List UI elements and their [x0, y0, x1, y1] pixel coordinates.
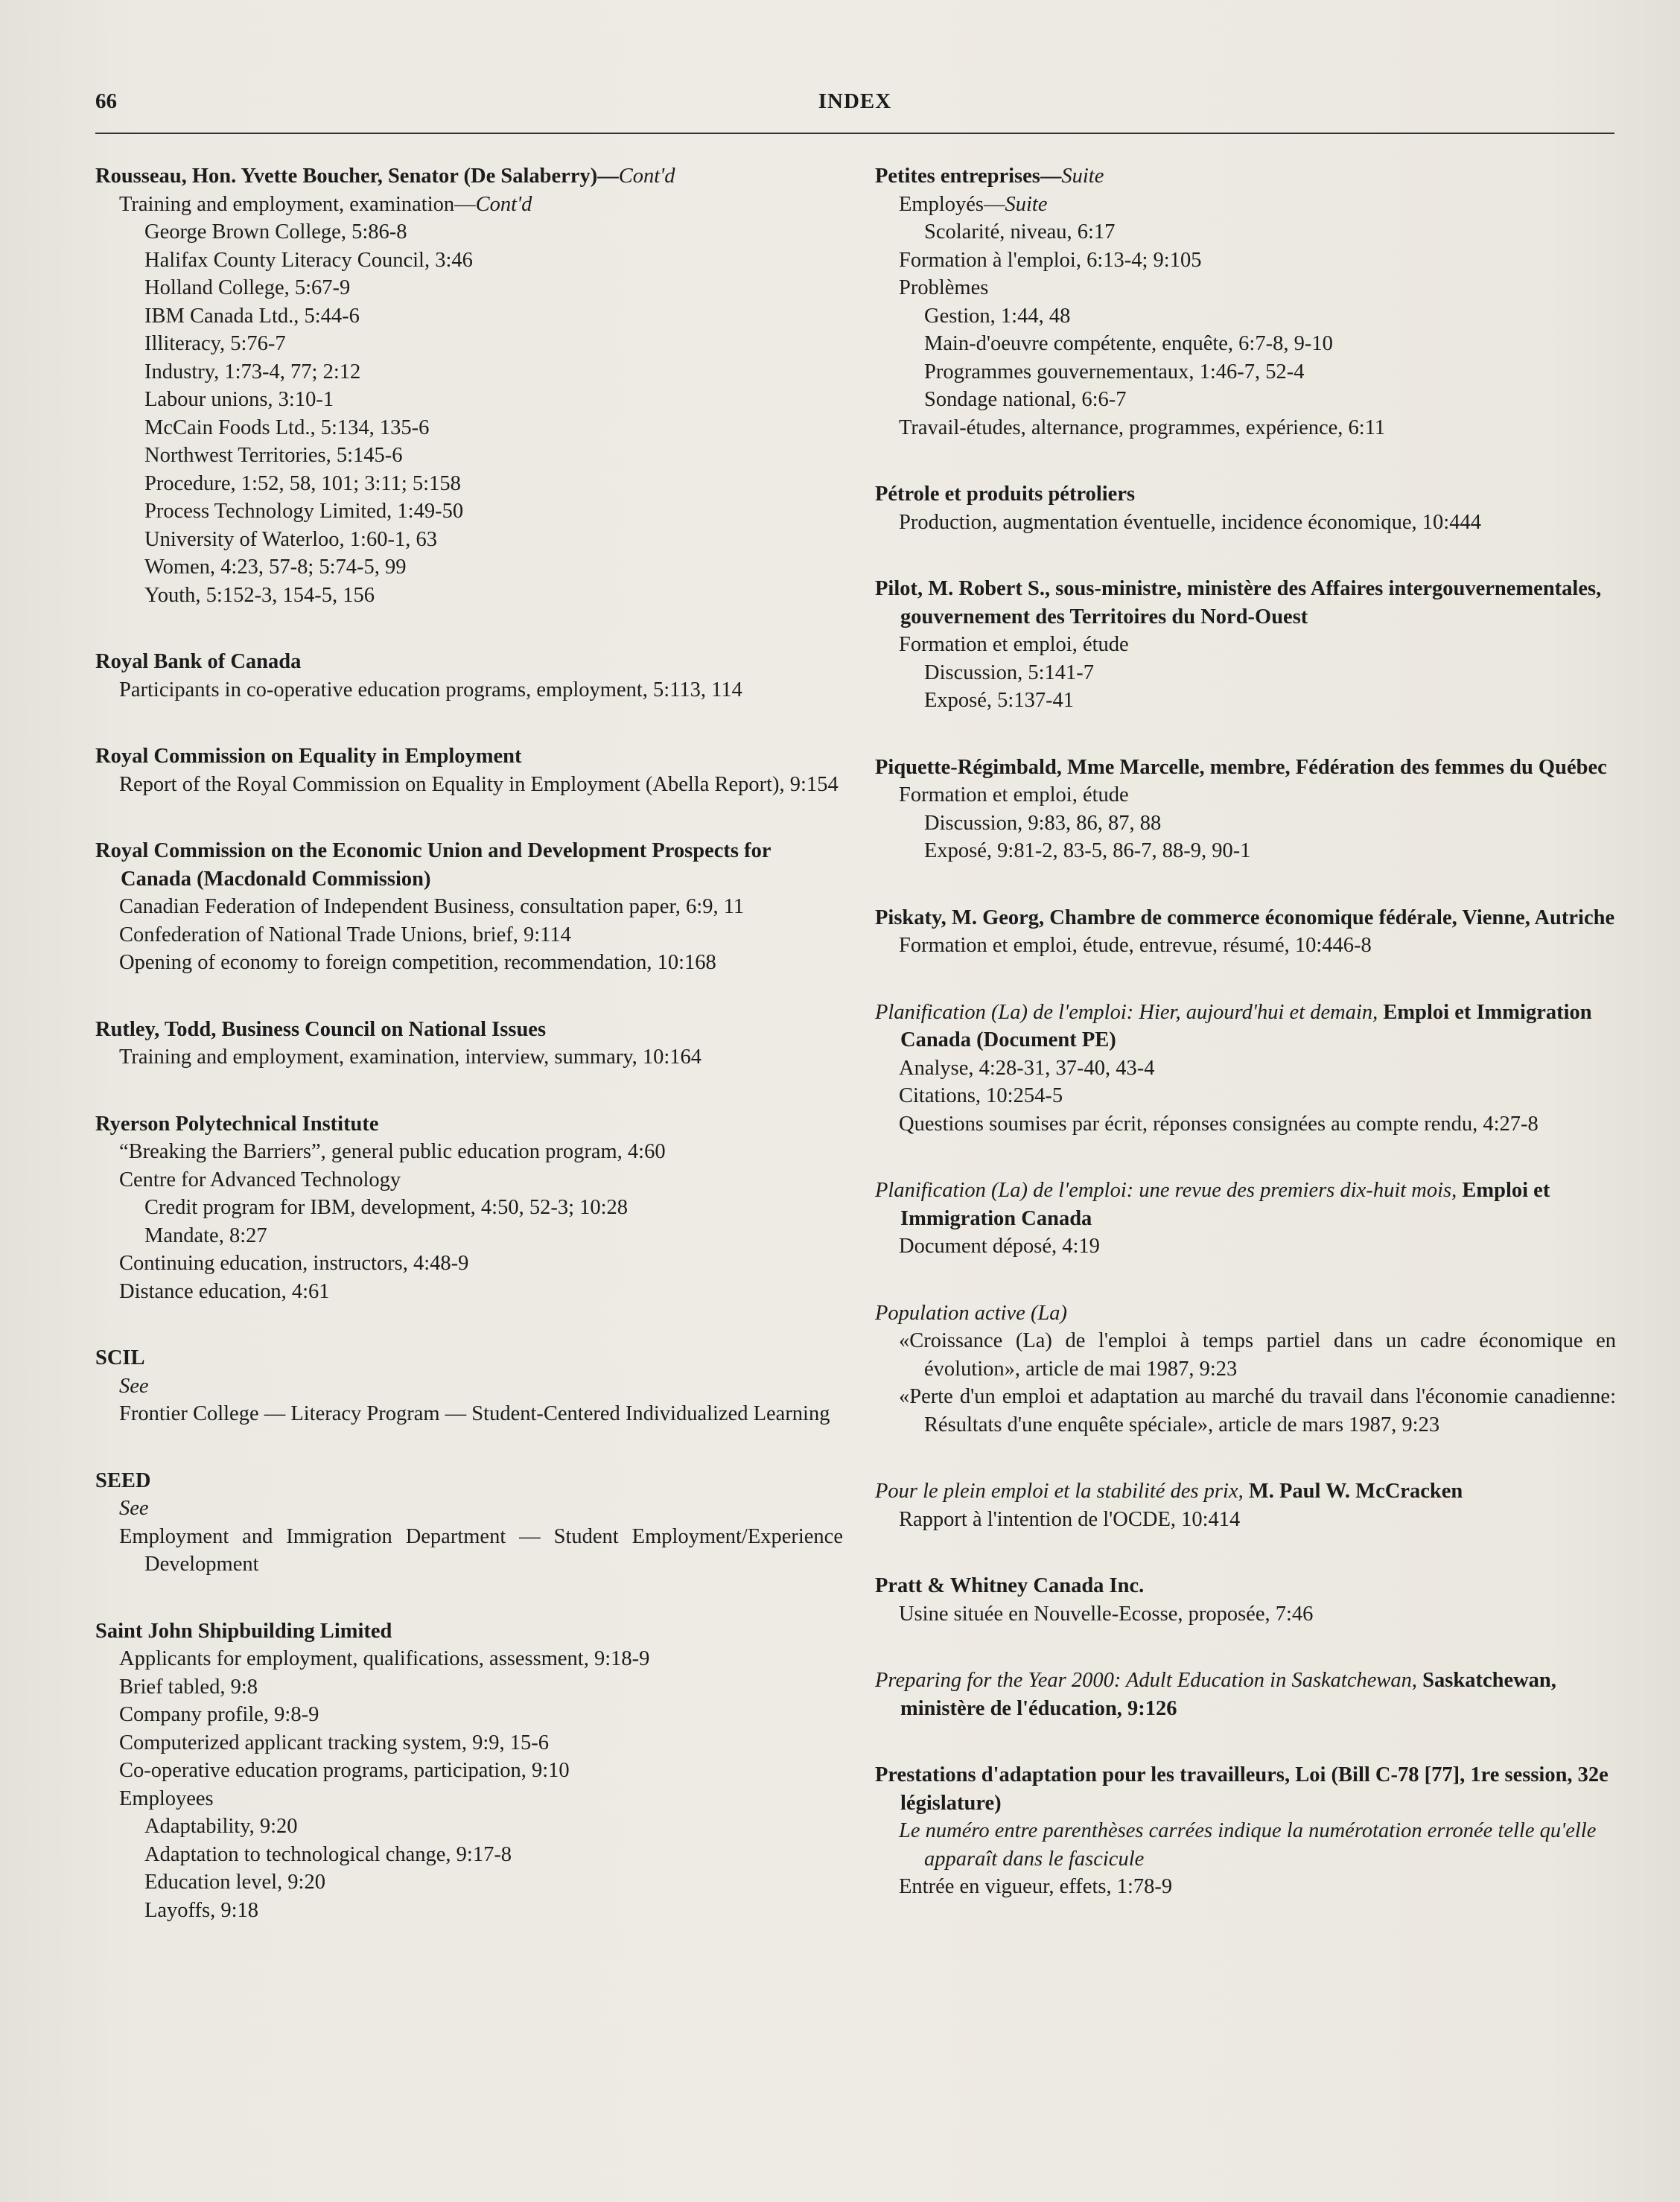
subentry: Employees [119, 1786, 214, 1810]
index-entry [875, 1177, 1616, 1261]
heading-source: Emploi et Immigration Canada [900, 1179, 1550, 1230]
subentry: Labour unions, 3:10-1 [144, 388, 334, 411]
index-entry [875, 1761, 1616, 1901]
page-header [95, 88, 1614, 134]
subentry: Citations, 10:254-5 [899, 1084, 1063, 1107]
entry-note: Le numéro entre parenthèses carrées indique la numérotation erronée telle qu'elle apparaît dans le fascicule [899, 1819, 1597, 1871]
subentry: Training and employment, examination, interview, summary, 10:164 [119, 1046, 702, 1069]
subentry: Formation et emploi, étude [899, 633, 1129, 656]
index-entry [95, 1016, 843, 1072]
subentry: “Breaking the Barriers”, general public education program, 4:60 [119, 1140, 666, 1163]
subentry: Discussion, 5:141-7 [924, 661, 1094, 684]
page-number: 66 [95, 89, 117, 113]
heading-title-italic: Planification (La) de l'emploi: Hier, aujourd'hui et demain, [875, 1000, 1378, 1024]
entry-heading: Pétrole et produits pétroliers [875, 483, 1136, 506]
subentry: Industry, 1:73-4, 77; 2:12 [144, 360, 361, 384]
index-entry [875, 162, 1616, 442]
subentry: Analyse, 4:28-31, 37-40, 43-4 [899, 1056, 1155, 1080]
subentry: Process Technology Limited, 1:49-50 [144, 500, 464, 523]
subentry: Rapport à l'intention de l'OCDE, 10:414 [899, 1507, 1241, 1531]
continued-marker: Suite [1061, 165, 1104, 188]
subentry: Formation à l'emploi, 6:13-4; 9:105 [899, 248, 1202, 272]
subentry: Centre for Advanced Technology [119, 1168, 401, 1191]
subentry: University of Waterloo, 1:60-1, 63 [144, 527, 437, 551]
subentry: Adaptation to technological change, 9:17-8 [144, 1842, 512, 1866]
subentry: Training and employment, examination—Cont'd [119, 192, 532, 216]
entry-heading: Rutley, Todd, Business Council on National Issues [95, 1017, 547, 1041]
heading-title-italic: Planification (La) de l'emploi: une revue des premiers dix-huit mois, [875, 1179, 1457, 1202]
subentry: Co-operative education programs, participation, 9:10 [119, 1759, 570, 1782]
subentry: «Croissance (La) de l'emploi à temps partiel dans un cadre économique en évolution», article de mai 1987, 9:23 [899, 1329, 1616, 1381]
index-entry [875, 1477, 1616, 1533]
entry-heading: Royal Commission on the Economic Union and Development Prospects for Canada (Macdonald Commission) [95, 839, 771, 891]
entry-heading: Pilot, M. Robert S., sous-ministre, ministère des Affaires intergouvernementales, gouvernement des Territoires du Nord-Ouest [875, 577, 1602, 629]
subentry: Applicants for employment, qualifications, assessment, 9:18-9 [119, 1647, 650, 1670]
subentry: Illiteracy, 5:76-7 [144, 332, 286, 355]
subentry: Discussion, 9:83, 86, 87, 88 [924, 811, 1162, 835]
subentry: Participants in co-operative education programs, employment, 5:113, 114 [119, 678, 742, 701]
index-column-left [95, 162, 843, 1963]
subentry: Formation et emploi, étude [899, 783, 1129, 806]
subentry: Youth, 5:152-3, 154-5, 156 [144, 583, 375, 607]
index-entry [95, 1617, 843, 1925]
subentry: Canadian Federation of Independent Business, consultation paper, 6:9, 11 [119, 895, 745, 918]
subentry: Education level, 9:20 [144, 1871, 325, 1894]
entry-heading [875, 1177, 1616, 1232]
entry-heading [875, 999, 1616, 1054]
index-entry [875, 1572, 1616, 1628]
entry-heading: Piskaty, M. Georg, Chambre de commerce économique fédérale, Vienne, Autriche [875, 906, 1615, 929]
index-entry [95, 742, 843, 798]
subentry: Women, 4:23, 57-8; 5:74-5, 99 [144, 556, 407, 579]
heading-title-italic: Population active (La) [875, 1301, 1068, 1325]
index-entry [875, 1667, 1616, 1722]
subentry: Sondage national, 6:6-7 [924, 388, 1127, 411]
index-entry [95, 162, 843, 609]
continued-marker: Cont'd [618, 165, 675, 188]
subentry: «Perte d'un emploi et adaptation au marché du travail dans l'économie canadienne: Résultats d'une enquête spéciale», article de mars 1987, 9:23 [899, 1385, 1616, 1436]
subentry: Confederation of National Trade Unions, brief, 9:114 [119, 923, 571, 946]
entry-heading: SEED [95, 1468, 151, 1492]
subentry: Layoffs, 9:18 [144, 1898, 259, 1922]
index-entry [95, 1467, 843, 1579]
entry-heading: Saint John Shipbuilding Limited [95, 1619, 392, 1643]
subentry: Brief tabled, 9:8 [119, 1675, 258, 1699]
subentry: IBM Canada Ltd., 5:44-6 [144, 304, 360, 328]
subentry: Production, augmentation éventuelle, incidence économique, 10:444 [899, 510, 1481, 534]
continued-marker: Cont'd [475, 192, 532, 216]
subentry: George Brown College, 5:86-8 [144, 220, 407, 244]
subentry: Mandate, 8:27 [144, 1223, 267, 1247]
subentry: Entrée en vigueur, effets, 1:78-9 [899, 1875, 1173, 1898]
entry-heading [875, 1667, 1616, 1722]
index-entry [875, 999, 1616, 1139]
subentry: Report of the Royal Commission on Equality in Employment (Abella Report), 9:154 [119, 772, 839, 796]
entry-heading: Prestations d'adaptation pour les travailleurs, Loi (Bill C-78 [77], 1re session, 32e législature) [875, 1763, 1609, 1815]
index-entry [875, 904, 1616, 960]
running-head: INDEX [818, 89, 892, 113]
subentry: Questions soumises par écrit, réponses consignées au compte rendu, 4:27-8 [899, 1112, 1539, 1136]
subentry: Travail-études, alternance, programmes, expérience, 6:11 [899, 416, 1386, 439]
subentry: Northwest Territories, 5:145-6 [144, 444, 403, 467]
subentry: Adaptability, 9:20 [144, 1815, 298, 1838]
entry-heading: Petites entreprises—Suite [875, 165, 1104, 188]
heading-title-italic: Preparing for the Year 2000: Adult Education in Saskatchewan, [875, 1669, 1418, 1692]
entry-heading: Pratt & Whitney Canada Inc. [875, 1574, 1145, 1597]
continued-marker: Suite [1005, 192, 1048, 216]
index-entry [875, 754, 1616, 865]
entry-heading: SCIL [95, 1346, 145, 1369]
subentry: Holland College, 5:67-9 [144, 276, 351, 299]
subentry: Credit program for IBM, development, 4:50, 52-3; 10:28 [144, 1196, 629, 1219]
see-reference: See [119, 1497, 149, 1520]
subentry: Programmes gouvernementaux, 1:46-7, 52-4 [924, 360, 1305, 384]
subentry: Distance education, 4:61 [119, 1279, 330, 1303]
subentry: Procedure, 1:52, 58, 101; 3:11; 5:158 [144, 471, 461, 495]
entry-heading [875, 1299, 1616, 1328]
subentry: McCain Foods Ltd., 5:134, 135-6 [144, 416, 430, 439]
subentry: Document déposé, 4:19 [899, 1235, 1100, 1258]
index-entry [95, 837, 843, 977]
subentry: Main-d'oeuvre compétente, enquête, 6:7-8, 9-10 [924, 332, 1333, 355]
entry-heading: Rousseau, Hon. Yvette Boucher, Senator (De Salaberry)—Cont'd [95, 165, 675, 188]
index-entry [875, 575, 1616, 715]
subentry: Gestion, 1:44, 48 [924, 304, 1071, 328]
subentry: Problèmes [899, 276, 989, 299]
subentry: Company profile, 9:8-9 [119, 1703, 319, 1726]
subentry: Continuing education, instructors, 4:48-9 [119, 1252, 469, 1275]
subentry: Frontier College — Literacy Program — Student-Centered Individualized Learning [119, 1402, 830, 1425]
index-entry [875, 1299, 1616, 1439]
subentry: Usine située en Nouvelle-Ecosse, proposée, 7:46 [899, 1602, 1314, 1626]
entry-heading: Ryerson Polytechnical Institute [95, 1112, 379, 1136]
index-entry [95, 1110, 843, 1306]
entry-heading: Piquette-Régimbald, Mme Marcelle, membre, Fédération des femmes du Québec [875, 755, 1607, 779]
subentry: Employment and Immigration Department — Student Employment/Experience Development [119, 1524, 843, 1576]
heading-source: M. Paul W. McCracken [1243, 1480, 1463, 1503]
subentry: Halifax County Literacy Council, 3:46 [144, 248, 473, 272]
heading-source: Emploi et Immigration Canada (Document PE) [900, 1000, 1592, 1051]
subentry: Formation et emploi, étude, entrevue, résumé, 10:446-8 [899, 934, 1372, 957]
subentry: Exposé, 9:81-2, 83-5, 86-7, 88-9, 90-1 [924, 839, 1251, 862]
subentry: Scolarité, niveau, 6:17 [924, 220, 1116, 244]
index-entry [95, 1344, 843, 1428]
see-reference: See [119, 1374, 149, 1398]
entry-heading: Royal Bank of Canada [95, 650, 302, 673]
subentry: Exposé, 5:137-41 [924, 689, 1075, 712]
index-entry [95, 648, 843, 704]
heading-title-italic: Pour le plein emploi et la stabilité des prix, [875, 1480, 1244, 1503]
subentry: Opening of economy to foreign competition, recommendation, 10:168 [119, 951, 716, 974]
entry-heading: Royal Commission on Equality in Employment [95, 745, 522, 768]
subentry: Employés—Suite [899, 192, 1048, 216]
heading-source: Saskatchewan, ministère de l'éducation, 9:126 [900, 1669, 1556, 1720]
index-column-right [875, 162, 1616, 1940]
index-entry [875, 480, 1616, 536]
subentry: Computerized applicant tracking system, 9:9, 15-6 [119, 1731, 549, 1754]
entry-heading [875, 1477, 1616, 1506]
